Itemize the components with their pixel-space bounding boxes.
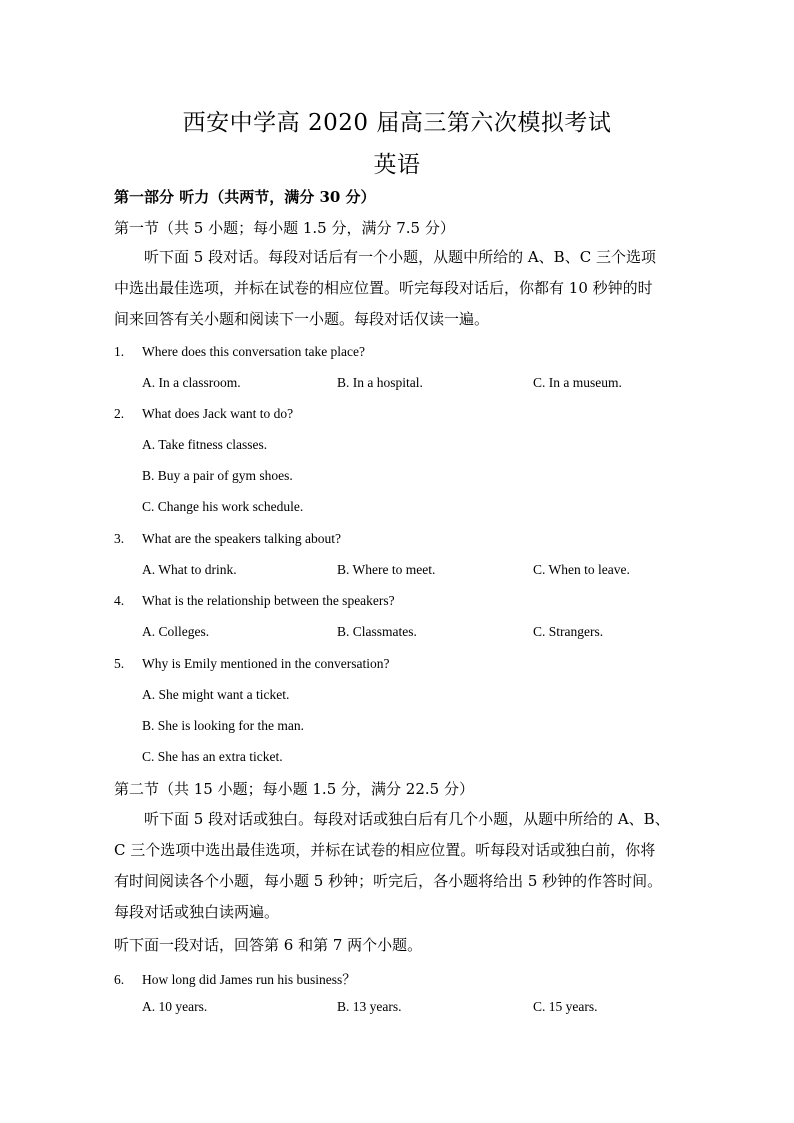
question-text: How long did James run his business？ [142,972,356,987]
question-5 [114,656,389,672]
question-number: 1. [114,344,125,359]
instruction-line: 有时间阅读各个小题，每小题 5 秒钟；听完后，各小题将给出 5 秒钟的作答时间。 [114,872,663,890]
option-a: A. Take fitness classes. [142,437,268,452]
option-b: B. 13 years. [337,999,402,1014]
section1-instructions [114,242,680,335]
question-text: Where does this conversation take place? [142,344,366,359]
instruction-line: 听下面 5 段对话或独白。每段对话或独白后有几个小题，从题中所给的 A、B、 [144,810,670,828]
option-c: C. Strangers. [533,624,604,639]
question-text: Why is Emily mentioned in the conversation? [142,656,390,671]
option-a: A. Colleges. [142,624,210,639]
question-number: 2. [114,406,125,421]
part1-heading: 第一部分 听力（共两节，满分 30 分） [114,188,376,206]
question-number: 5. [114,656,125,671]
option-a: A. What to drink. [142,562,237,577]
section2-instructions [114,804,680,928]
instruction-line: C 三个选项中选出最佳选项，并标在试卷的相应位置。听每段对话或独白前，你将 [114,841,656,859]
option-c: C. 15 years. [533,999,598,1014]
question-1 [114,344,365,360]
question-3 [114,531,341,547]
option-c: C. When to leave. [533,562,630,577]
question-number: 3. [114,531,125,546]
option-c: C. She has an extra ticket. [142,749,283,764]
option-b: B. Where to meet. [337,562,436,577]
question-4 [114,593,395,609]
group-note: 听下面一段对话，回答第 6 和第 7 两个小题。 [114,936,423,954]
option-b: B. Buy a pair of gym shoes. [142,468,293,483]
option-a: A. In a classroom. [142,375,241,390]
instruction-line: 间来回答有关小题和阅读下一小题。每段对话仅读一遍。 [114,310,490,328]
question-2 [114,406,293,422]
question-text: What is the relationship between the speakers? [142,593,395,608]
question-number: 6. [114,972,125,987]
instruction-line: 中选出最佳选项，并标在试卷的相应位置。听完每段对话后，你都有 10 秒钟的时 [114,279,653,297]
option-b: B. Classmates. [337,624,417,639]
section2-heading: 第二节（共 15 小题；每小题 1.5 分，满分 22.5 分） [114,780,474,798]
option-a: A. 10 years. [142,999,208,1014]
section1-heading: 第一节（共 5 小题；每小题 1.5 分，满分 7.5 分） [114,219,455,237]
option-b: B. In a hospital. [337,375,423,390]
question-number: 4. [114,593,125,608]
option-c: C. In a museum. [533,375,622,390]
instruction-line: 听下面 5 段对话。每段对话后有一个小题，从题中所给的 A、B、C 三个选项 [144,248,656,266]
option-c: C. Change his work schedule. [142,499,304,514]
exam-subject: 英语 [373,152,421,178]
question-text: What does Jack want to do? [142,406,294,421]
option-a: A. She might want a ticket. [142,687,290,702]
question-6 [114,968,356,988]
instruction-line: 每段对话或独白读两遍。 [114,903,280,921]
option-b: B. She is looking for the man. [142,718,304,733]
exam-title: 西安中学高 2020 届高三第六次模拟考试 [182,110,612,136]
question-text: What are the speakers talking about? [142,531,342,546]
